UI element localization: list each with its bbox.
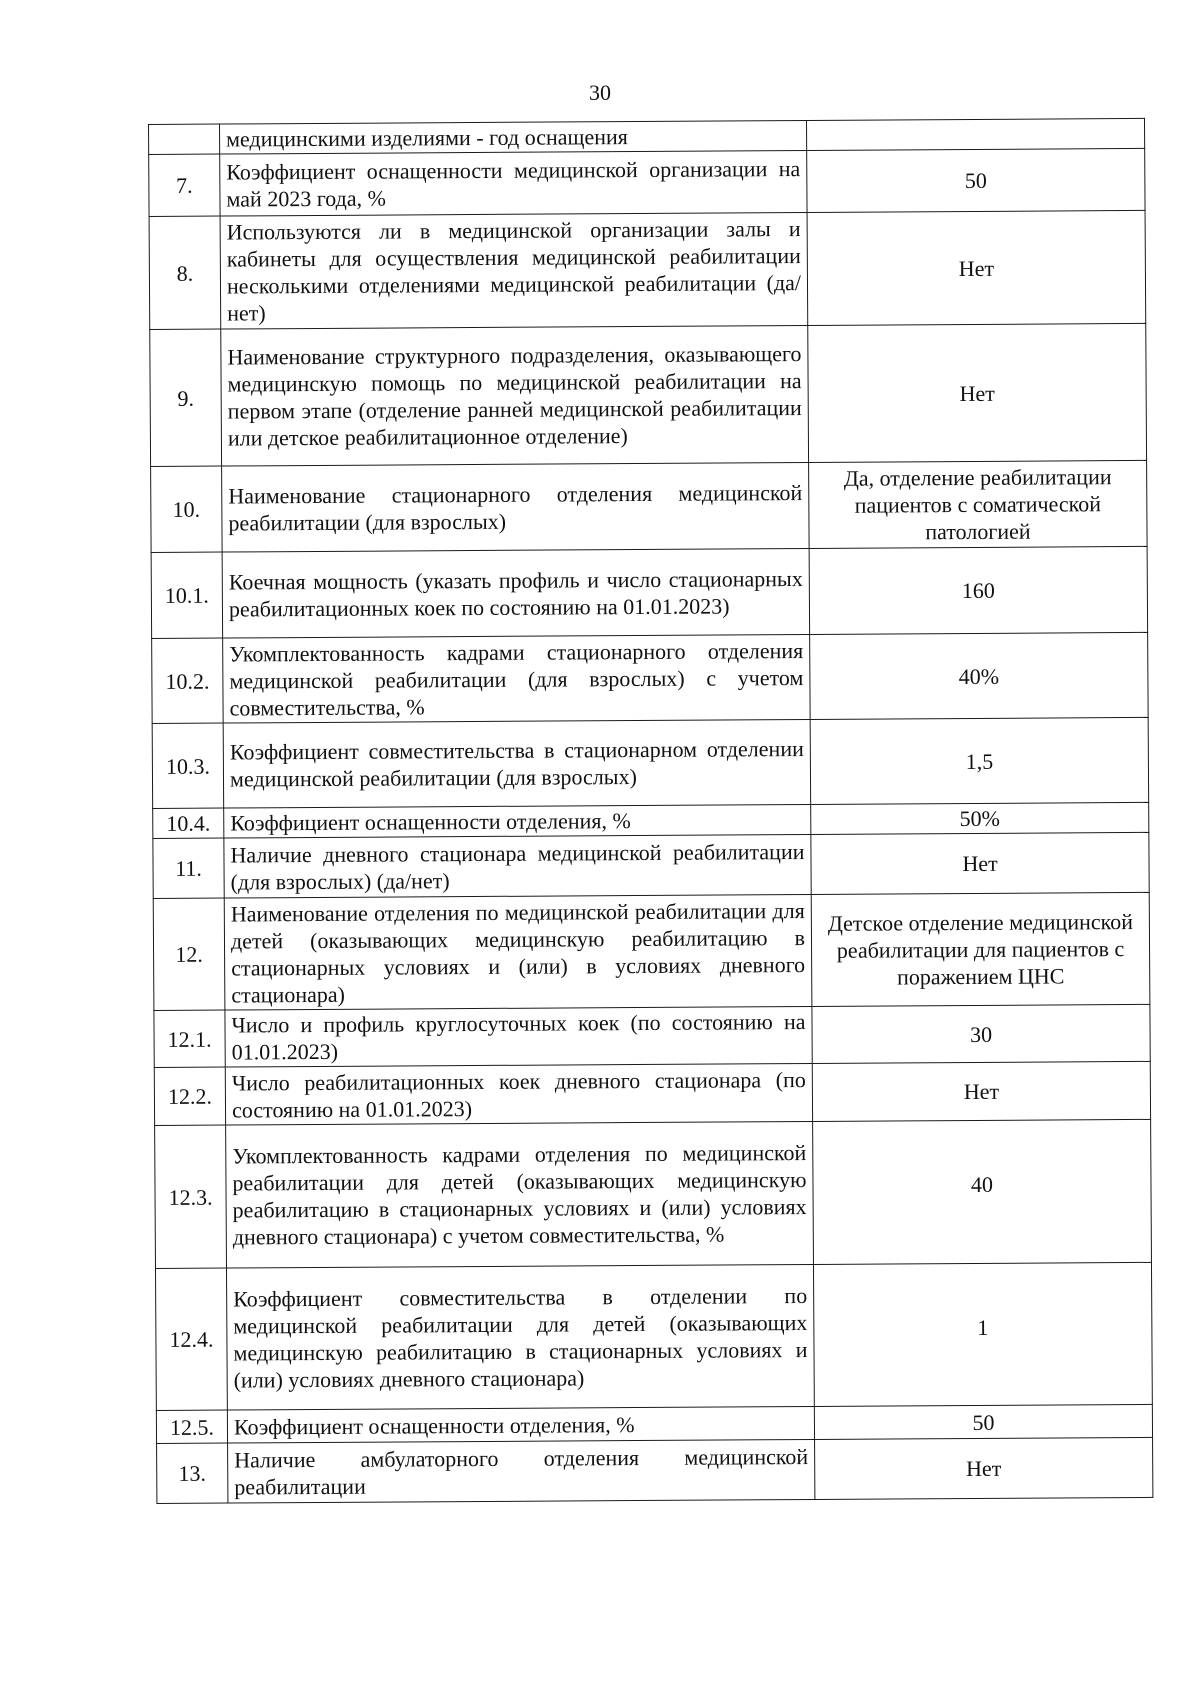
row-value: 50	[807, 148, 1145, 212]
row-description: Коэффициент оснащенности отделения, %	[227, 1406, 814, 1443]
row-number: 13.	[157, 1443, 228, 1503]
row-number: 10.3.	[152, 723, 224, 808]
row-description: Укомплектованность кадрами отделения по медицинской реабилитации для детей (оказывающих медицинскую реабилитацию в стационарных условиях и (или) условиях дневного стационара) с учетом совместительства, %	[226, 1121, 814, 1268]
row-description: Коэффициент совместительства в отделении по медицинской реабилитации для детей (оказывающих медицинскую реабилитацию в стационарных условиях и (или) условиях дневного стационара)	[226, 1264, 814, 1410]
table-row	[152, 632, 1149, 723]
row-description: Коэффициент оснащенности отделения, %	[224, 804, 811, 838]
table-row	[152, 717, 1149, 808]
table-row	[151, 460, 1148, 552]
row-description: Коэффициент совместительства в стационарном отделении медицинской реабилитации (для взрослых)	[223, 719, 811, 808]
row-value: 1,5	[810, 717, 1149, 804]
row-number: 12.5.	[156, 1410, 227, 1443]
row-number: 10.	[151, 466, 223, 552]
row-description: Наличие амбулаторного отделения медицинской реабилитации	[228, 1439, 815, 1503]
row-value: 160	[809, 546, 1148, 634]
row-value: Нет	[807, 210, 1146, 325]
row-description: Используются ли в медицинской организации залы и кабинеты для осуществления медицинской реабилитации несколькими отделениями медицинской реабилитации (да/нет)	[220, 212, 808, 329]
table-row	[154, 1004, 1150, 1067]
table-row	[155, 1119, 1152, 1268]
page-number: 30	[589, 80, 611, 105]
row-value: 50%	[811, 802, 1149, 834]
row-description: Коэффициент оснащенности медицинской организации на май 2023 года, %	[220, 150, 807, 216]
row-number: 11.	[153, 838, 224, 898]
row-value: Нет	[815, 1437, 1153, 1499]
row-number	[149, 124, 220, 154]
row-description: Наименование стационарного отделения медицинской реабилитации (для взрослых)	[222, 462, 810, 552]
table-row	[155, 1262, 1152, 1410]
row-description: Наименование структурного подразделения, оказывающего медицинскую помощь по медицинской реабилитации на первом этапе (отделение ранней медицинской реабилитации или детское реабилитационное отделение)	[221, 325, 809, 466]
row-value: Нет	[812, 1061, 1150, 1121]
row-number: 10.1.	[151, 552, 223, 638]
row-description: Число и профиль круглосуточных коек (по состоянию на 01.01.2023)	[225, 1006, 812, 1067]
row-value: 1	[813, 1262, 1152, 1406]
table-row	[157, 1437, 1153, 1503]
row-description: Число реабилитационных коек дневного стационара (по состоянию на 01.01.2023)	[225, 1063, 812, 1125]
row-description: Укомплектованность кадрами стационарного отделения медицинской реабилитации (для взрослых) с учетом совместительства, %	[223, 634, 811, 723]
table-row	[151, 546, 1148, 638]
table-row	[149, 148, 1145, 216]
row-value: 30	[812, 1004, 1150, 1063]
table-row	[154, 1061, 1150, 1125]
row-description: Наименование отделения по медицинской реабилитации для детей (оказывающих медицинскую реабилитацию в стационарных условиях и (или) в условиях дневного стационара)	[224, 894, 812, 1010]
row-number: 10.4.	[153, 808, 224, 838]
row-number: 12.3.	[155, 1125, 227, 1268]
table-row	[150, 323, 1147, 466]
row-value: Нет	[811, 832, 1149, 894]
row-value: 40%	[810, 632, 1149, 719]
row-number: 12.4.	[155, 1268, 227, 1410]
row-description: Коечная мощность (указать профиль и число стационарных реабилитационных коек по состоянию на 01.01.2023)	[222, 548, 810, 638]
row-number: 12.2.	[154, 1067, 225, 1125]
table-row	[149, 210, 1146, 329]
row-value: Нет	[808, 323, 1147, 462]
row-number: 10.2.	[152, 638, 224, 723]
row-value	[806, 118, 1144, 150]
row-value: Детское отделение медицинской реабилитации для пациентов с поражением ЦНС	[811, 892, 1150, 1006]
row-number: 8.	[149, 216, 221, 329]
row-number: 7.	[149, 154, 220, 216]
data-table	[148, 118, 1153, 1504]
row-value: 40	[813, 1119, 1152, 1264]
row-number: 12.1.	[154, 1010, 225, 1067]
row-description: медицинскими изделиями - год оснащения	[220, 120, 807, 154]
row-number: 9.	[150, 329, 222, 466]
row-number: 12.	[153, 898, 225, 1010]
table-row	[153, 832, 1149, 898]
row-value: Да, отделение реабилитации пациентов с соматической патологией	[809, 460, 1148, 548]
table-row	[153, 892, 1150, 1010]
row-value: 50	[814, 1404, 1152, 1439]
row-description: Наличие дневного стационара медицинской реабилитации (для взрослых) (да/нет)	[224, 834, 811, 898]
